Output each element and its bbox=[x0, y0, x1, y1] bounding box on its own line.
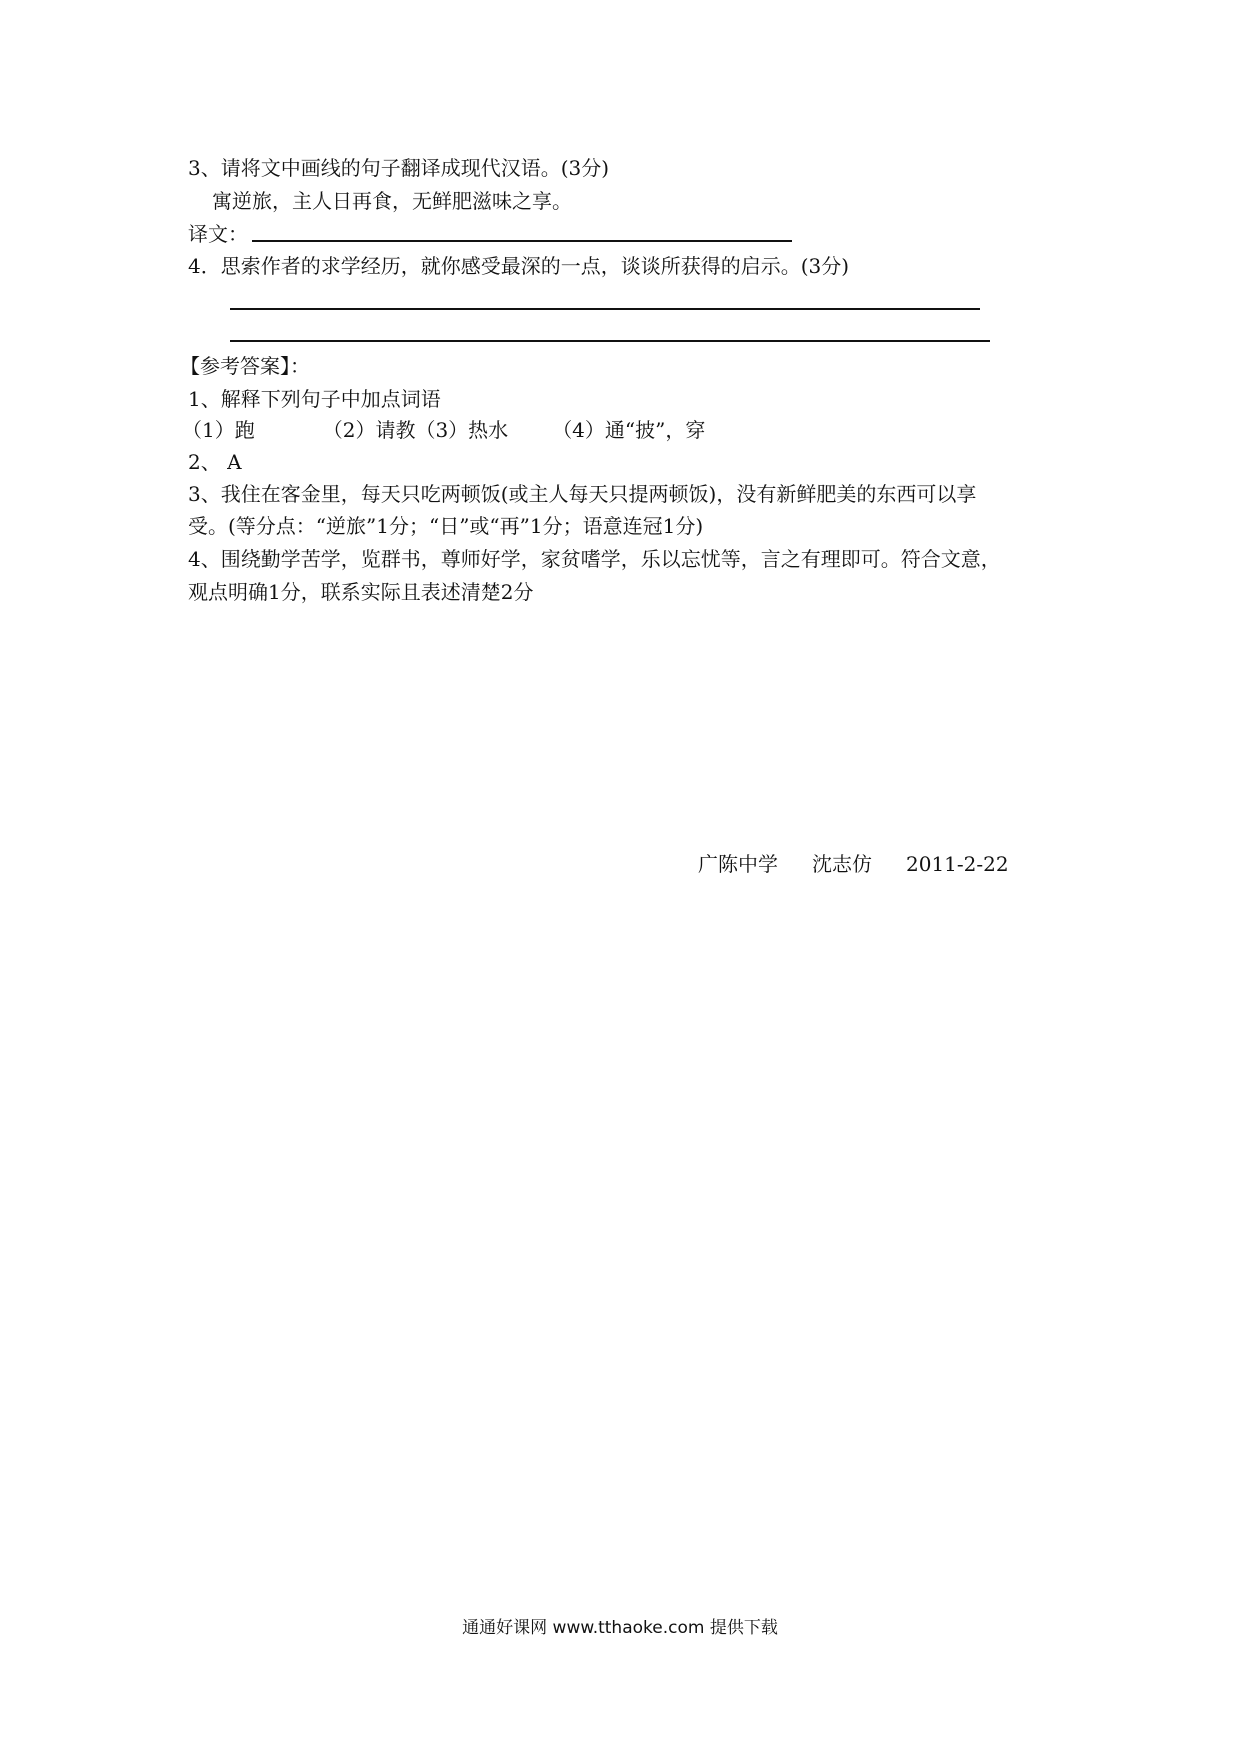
signature-date: 2011-2-22 bbox=[906, 852, 1009, 876]
answer-1-item: （2）请教（3）热水 bbox=[322, 418, 509, 442]
answer-1-title: 1、解释下列句子中加点词语 bbox=[188, 387, 441, 411]
answers-heading: 【参考答案】： bbox=[180, 354, 310, 378]
signature-school: 广陈中学 bbox=[698, 852, 778, 876]
answer-4-line-2: 观点明确1分，联系实际且表述清楚2分 bbox=[188, 580, 534, 604]
page-footer: 通通好课网 www.tthaoke.com 提供下载 bbox=[462, 1618, 778, 1638]
answer-1-item: （4）通“披”，穿 bbox=[552, 418, 706, 442]
translation-answer-line[interactable] bbox=[252, 240, 792, 242]
question-4-prompt: 4．思索作者的求学经历，就你感受最深的一点，谈谈所获得的启示。(3分) bbox=[188, 254, 850, 278]
signature-author: 沈志仿 bbox=[812, 852, 872, 876]
answer-1-items bbox=[182, 416, 705, 444]
answer-2: 2、 A bbox=[188, 450, 242, 474]
answer-3-line-1: 3、我住在客金里，每天只吃两顿饭(或主人每天只提两顿饭)，没有新鲜肥美的东西可以享 bbox=[188, 482, 977, 506]
answer-label: 译文： bbox=[188, 222, 248, 246]
signature bbox=[698, 850, 1009, 878]
question-3-prompt: 3、请将文中画线的句子翻译成现代汉语。(3分) bbox=[188, 156, 610, 180]
answer-1-item: （1）跑 bbox=[182, 418, 255, 442]
answer-3-line-2: 受。(等分点：“逆旅”1分；“日”或“再”1分；语意连冠1分) bbox=[188, 514, 704, 538]
answer-4-line-1: 4、围绕勤学苦学，览群书，尊师好学，家贫嗜学，乐以忘忧等，言之有理即可。符合文意， bbox=[188, 547, 1001, 571]
answer-line-1[interactable] bbox=[230, 308, 980, 310]
question-3-sentence: 寓逆旅，主人日再食，无鲜肥滋味之享。 bbox=[212, 189, 572, 213]
answer-line-2[interactable] bbox=[230, 340, 990, 342]
